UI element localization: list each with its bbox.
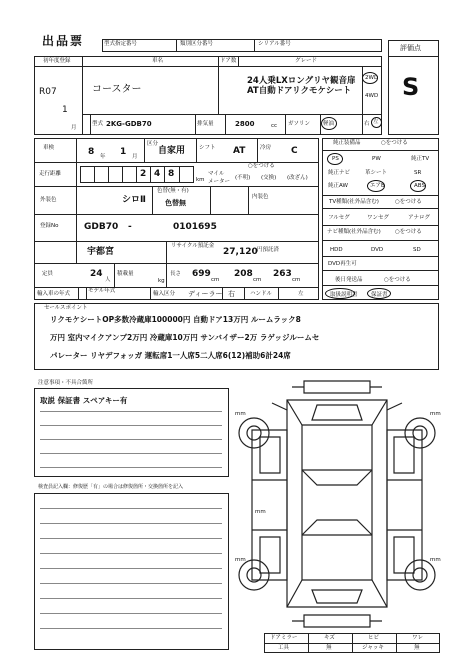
label-recycle: リサイクル預託金 — [171, 243, 215, 249]
label-import-kubun: 輸入区分 — [153, 291, 176, 297]
width-value: 208 — [234, 269, 253, 279]
mileage-digit-2: 4 — [154, 169, 161, 179]
serial-box — [102, 39, 382, 52]
mileage-digit-1: 2 — [140, 169, 147, 179]
label-displacement: 排気量 — [197, 121, 214, 127]
legend-v-2: ジャッキ — [362, 645, 384, 651]
navi-sd: SD — [413, 247, 421, 253]
label-katashiki-shitei: 型式指定番号 — [104, 41, 138, 47]
label-model-year: モデル年式 — [88, 288, 116, 294]
exterior-value: シロⅡ — [122, 195, 146, 205]
ps-circle-mark — [327, 153, 343, 165]
handle-left: 左 — [298, 291, 304, 297]
fuel-gasoline: ガソリン — [288, 121, 311, 127]
load-unit: kg — [158, 278, 165, 284]
displacement-unit: cc — [271, 123, 278, 129]
chassis-dash: - — [128, 222, 132, 232]
spare-mm: mm — [255, 509, 266, 515]
mirror-value: 右 — [228, 290, 235, 298]
post-manual: 取扱説明書 — [330, 292, 358, 298]
label-mile: マイル — [208, 171, 225, 177]
height-value: 263 — [273, 269, 292, 279]
tire-mm-fl: mm — [235, 411, 246, 417]
tv-analog: アナログ — [408, 215, 431, 221]
hyoka-label: 評価点 — [400, 44, 421, 52]
equip-airbag: エアB — [370, 183, 385, 189]
height-unit: cm — [292, 277, 301, 283]
inspector-box — [34, 493, 229, 650]
dvd-playable: DVD再生可 — [328, 261, 357, 267]
capacity-unit: 人 — [105, 277, 111, 283]
fuel-circle-mark — [321, 117, 337, 130]
drive-circle-mark — [362, 72, 378, 84]
width-unit: cm — [253, 277, 262, 283]
label-capacity: 定員 — [42, 271, 54, 277]
label-doors: ドア数 — [220, 58, 237, 64]
seat-left: 左 — [373, 119, 379, 125]
displacement-value: 2800 — [235, 120, 255, 128]
mileage-opt-replaced: (交換) — [261, 175, 277, 181]
label-mileage: 走行距離 — [39, 171, 62, 177]
manual-circle-mark — [325, 288, 355, 299]
label-grade: グレード — [295, 58, 318, 64]
shift-value: AT — [233, 146, 246, 156]
navi-type-note: ○をつける — [395, 229, 422, 235]
chassis-prefix: GDB70 — [84, 222, 119, 232]
label-interior: 内装色 — [252, 194, 269, 200]
car-diagram — [232, 375, 442, 633]
first-reg-month-unit: 月 — [71, 125, 77, 131]
mileage-opt-tampered: (改ざん) — [287, 175, 308, 181]
warranty-circle-mark — [367, 288, 391, 299]
mileage-unit: km — [196, 177, 205, 183]
tv-oneseg: ワンセグ — [367, 215, 390, 221]
notes-text: 取説 保証書 スペアキー有 — [40, 396, 128, 405]
shaken-year-unit: 年 — [100, 154, 106, 160]
drive-4wd: 4WD — [365, 93, 379, 99]
navi-hdd: HDD — [330, 247, 343, 253]
equipment-header: 純正装備品 — [333, 140, 361, 146]
label-ruibetsu: 類別区分番号 — [180, 41, 214, 47]
equip-tv: 純正TV — [411, 156, 430, 162]
label-shift: シフト — [199, 145, 216, 151]
airbag-circle-mark — [367, 180, 385, 192]
notes-label: 注意事項・不具合箇所 — [38, 380, 94, 386]
label-serial: シリアル番号 — [258, 41, 291, 47]
equip-leather: 革シート — [365, 170, 388, 176]
length-unit: cm — [211, 277, 220, 283]
recycle-note: 円預託済 — [257, 247, 280, 253]
sales-point-line-1: リクモケシートOP多数冷蔵庫100000円 自動ドア13万円 ルームラック8 — [50, 315, 301, 324]
mileage-note: ○をつける — [248, 163, 275, 169]
label-exterior: 外装色 — [40, 197, 57, 203]
tv-type-note: ○をつける — [395, 199, 422, 205]
post-warranty: 保証書 — [371, 292, 388, 298]
tire-mm-rl: mm — [235, 557, 246, 563]
legend-h-2: ヒビ — [368, 635, 380, 641]
label-load: 積載量 — [117, 271, 134, 277]
grade-value: 24人乗LXロングリヤ観音扉AT自動ドアリクモケシート — [247, 76, 356, 96]
tv-type-label: TV種類(社外品含む) — [329, 199, 379, 205]
reg-place: 宇都宮 — [87, 247, 115, 257]
first-reg-year: R07 — [39, 87, 57, 97]
equip-sr: SR — [414, 170, 422, 176]
legend-v-1: 無 — [326, 645, 332, 651]
color-change-value: 色替無 — [165, 199, 186, 207]
hyoka-value: S — [402, 73, 420, 101]
navi-type-label: ナビ種類(社外品含む) — [327, 229, 381, 235]
navi-dvd: DVD — [371, 247, 384, 253]
equip-pw: PW — [372, 156, 381, 162]
form-title: 出品票 — [42, 34, 85, 48]
tv-fullseg: フルセグ — [328, 215, 350, 221]
tire-mm-fr: mm — [430, 411, 441, 417]
car-name: コースター — [92, 84, 142, 95]
legend-v-3: 無 — [414, 645, 420, 651]
length-value: 699 — [192, 269, 211, 279]
equipment-note: ○をつける — [381, 140, 408, 146]
use-value: 自家用 — [158, 146, 186, 156]
sales-point-label: セールスポイント — [44, 305, 88, 311]
label-regno: 登録No — [40, 223, 59, 229]
shaken-month-unit: 月 — [132, 154, 138, 160]
equip-abs: ABS — [414, 183, 425, 189]
inspector-label: 検査員記入欄：修復歴「有」の場合は修復箇所・交換箇所を記入 — [38, 484, 184, 490]
mileage-digit-3: 8 — [168, 169, 175, 179]
label-color-change: 色替(無・有) — [157, 188, 189, 194]
katashiki-value: 2KG-GDB70 — [106, 120, 152, 128]
equip-aw: 純正AW — [328, 183, 348, 189]
sales-point-line-2: 万円 室内マイクアンプ2万円 冷蔵庫10万円 サンバイザー2万 ラゲッジルームセ — [50, 333, 320, 342]
chassis-number: 0101695 — [173, 222, 217, 232]
legend-h-3: ワレ — [412, 635, 424, 641]
drive-2wd: 2WD — [365, 75, 379, 81]
label-handle: ハンドル — [250, 291, 273, 297]
post-label: 後日発送品 — [335, 277, 363, 283]
label-aircon: 冷房 — [260, 145, 272, 151]
import-kubun-value: ディーラー — [188, 290, 223, 298]
capacity-value: 24 — [90, 269, 103, 279]
sales-point-line-3: パレーター リヤデフォッガ 運転席1一人席5二人席6(12)補助6計24席 — [50, 351, 291, 360]
label-kubun: 区分 — [147, 141, 159, 147]
first-reg-month: 1 — [62, 105, 68, 115]
label-first-reg: 初年度登録 — [43, 58, 71, 64]
recycle-value: 27,120 — [223, 247, 258, 257]
seat-right: 右 — [364, 121, 370, 127]
abs-circle-mark — [410, 180, 426, 192]
shaken-month: 1 — [120, 147, 127, 157]
mileage-digit-box — [80, 166, 194, 183]
label-shaken: 車検 — [43, 145, 55, 151]
shaken-year: 8 — [88, 147, 95, 157]
legend-h-0: ドアミラー — [270, 635, 298, 641]
equip-ps: PS — [332, 156, 339, 162]
label-dims: 長さ — [170, 271, 182, 277]
fuel-diesel: 軽油 — [323, 121, 335, 127]
label-meter: メーター — [208, 179, 231, 185]
equip-navi: 純正ナビ — [328, 170, 351, 176]
label-katashiki: 型式 — [92, 121, 104, 127]
label-import-year: 輸入車の年式 — [37, 291, 71, 297]
post-note: ○をつける — [384, 277, 411, 283]
legend-v-0: 工具 — [278, 645, 290, 651]
aircon-value: C — [291, 146, 298, 156]
label-car-name: 車名 — [152, 58, 164, 64]
tire-mm-rr: mm — [430, 557, 441, 563]
legend-h-1: キズ — [324, 635, 335, 641]
mileage-opt-unknown: (不明) — [235, 175, 251, 181]
